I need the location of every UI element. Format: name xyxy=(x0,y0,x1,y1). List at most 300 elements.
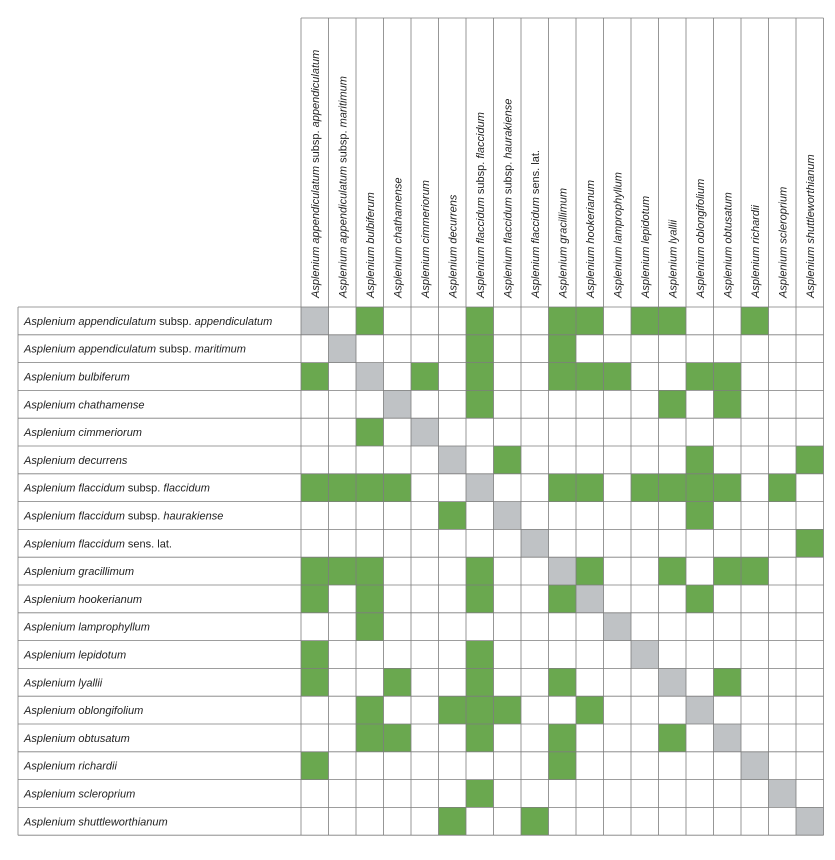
empty-cell xyxy=(411,307,439,335)
empty-cell xyxy=(411,502,439,530)
row-label: Asplenium cimmeriorum xyxy=(24,427,142,440)
present-cell xyxy=(301,668,329,696)
empty-cell xyxy=(686,307,714,335)
empty-cell xyxy=(466,446,494,474)
empty-cell xyxy=(439,390,467,418)
diagonal-cell xyxy=(301,307,329,335)
empty-cell xyxy=(686,780,714,808)
empty-cell xyxy=(604,668,632,696)
present-cell xyxy=(714,557,742,585)
empty-cell xyxy=(494,641,522,669)
empty-cell xyxy=(604,780,632,808)
empty-cell xyxy=(411,752,439,780)
empty-cell xyxy=(576,668,604,696)
empty-cell xyxy=(741,696,769,724)
empty-cell xyxy=(356,390,384,418)
empty-cell xyxy=(631,390,659,418)
empty-cell xyxy=(631,418,659,446)
empty-cell xyxy=(769,418,797,446)
empty-cell xyxy=(384,752,412,780)
empty-cell xyxy=(686,613,714,641)
empty-cell xyxy=(769,641,797,669)
empty-cell xyxy=(769,446,797,474)
column-label: Asplenium flaccidum subsp. flaccidum xyxy=(474,112,487,298)
empty-cell xyxy=(604,724,632,752)
empty-cell xyxy=(301,390,329,418)
empty-cell xyxy=(576,502,604,530)
empty-cell xyxy=(631,502,659,530)
empty-cell xyxy=(686,807,714,835)
present-cell xyxy=(466,307,494,335)
empty-cell xyxy=(769,585,797,613)
empty-cell xyxy=(494,307,522,335)
empty-cell xyxy=(411,557,439,585)
empty-cell xyxy=(329,529,357,557)
empty-cell xyxy=(494,780,522,808)
empty-cell xyxy=(466,502,494,530)
empty-cell xyxy=(604,446,632,474)
empty-cell xyxy=(741,529,769,557)
empty-cell xyxy=(301,335,329,363)
empty-cell xyxy=(411,390,439,418)
present-cell xyxy=(466,557,494,585)
empty-cell xyxy=(741,418,769,446)
empty-cell xyxy=(384,418,412,446)
present-cell xyxy=(714,390,742,418)
present-cell xyxy=(631,474,659,502)
diagonal-cell xyxy=(411,418,439,446)
empty-cell xyxy=(714,585,742,613)
column-label: Asplenium shuttleworthianum xyxy=(804,154,817,298)
present-cell xyxy=(439,696,467,724)
empty-cell xyxy=(714,613,742,641)
column-label: Asplenium appendiculatum subsp. maritimum xyxy=(337,76,350,298)
present-cell xyxy=(301,557,329,585)
empty-cell xyxy=(439,613,467,641)
diagonal-cell xyxy=(356,363,384,391)
diagonal-cell xyxy=(439,446,467,474)
row-label: Asplenium shuttleworthianum xyxy=(24,816,168,829)
empty-cell xyxy=(411,724,439,752)
empty-cell xyxy=(411,585,439,613)
empty-cell xyxy=(439,780,467,808)
empty-cell xyxy=(659,807,687,835)
empty-cell xyxy=(411,613,439,641)
diagonal-cell xyxy=(549,557,577,585)
diagonal-cell xyxy=(384,390,412,418)
empty-cell xyxy=(384,585,412,613)
empty-cell xyxy=(411,807,439,835)
empty-cell xyxy=(686,418,714,446)
empty-cell xyxy=(796,585,824,613)
present-cell xyxy=(549,335,577,363)
empty-cell xyxy=(659,446,687,474)
empty-cell xyxy=(521,446,549,474)
empty-cell xyxy=(686,390,714,418)
empty-cell xyxy=(301,613,329,641)
empty-cell xyxy=(521,418,549,446)
empty-cell xyxy=(329,780,357,808)
empty-cell xyxy=(576,641,604,669)
empty-cell xyxy=(384,696,412,724)
empty-cell xyxy=(714,418,742,446)
row-label: Asplenium scleroprium xyxy=(24,788,136,801)
empty-cell xyxy=(549,418,577,446)
column-label: Asplenium cimmeriorum xyxy=(419,180,432,298)
diagonal-cell xyxy=(741,752,769,780)
empty-cell xyxy=(631,529,659,557)
column-label: Asplenium lepidotum xyxy=(639,195,652,298)
empty-cell xyxy=(604,335,632,363)
diagonal-cell xyxy=(466,474,494,502)
empty-cell xyxy=(411,529,439,557)
empty-cell xyxy=(384,307,412,335)
row-label: Asplenium lyallii xyxy=(24,677,103,690)
empty-cell xyxy=(796,363,824,391)
empty-cell xyxy=(576,390,604,418)
present-cell xyxy=(439,807,467,835)
empty-cell xyxy=(576,335,604,363)
present-cell xyxy=(741,307,769,335)
empty-cell xyxy=(411,446,439,474)
column-label: Asplenium obtusatum xyxy=(722,192,735,298)
empty-cell xyxy=(604,585,632,613)
present-cell xyxy=(411,363,439,391)
present-cell xyxy=(466,696,494,724)
present-cell xyxy=(356,307,384,335)
empty-cell xyxy=(521,307,549,335)
empty-cell xyxy=(411,474,439,502)
empty-cell xyxy=(769,696,797,724)
empty-cell xyxy=(439,585,467,613)
empty-cell xyxy=(659,363,687,391)
diagonal-cell xyxy=(576,585,604,613)
row-label: Asplenium richardii xyxy=(24,760,117,773)
present-cell xyxy=(329,474,357,502)
empty-cell xyxy=(329,418,357,446)
empty-cell xyxy=(714,335,742,363)
empty-cell xyxy=(769,668,797,696)
empty-cell xyxy=(521,363,549,391)
empty-cell xyxy=(576,613,604,641)
empty-cell xyxy=(301,529,329,557)
empty-cell xyxy=(494,807,522,835)
present-cell xyxy=(576,557,604,585)
empty-cell xyxy=(494,529,522,557)
row-label: Asplenium appendiculatum subsp. appendiculatum xyxy=(24,315,273,328)
empty-cell xyxy=(439,418,467,446)
empty-cell xyxy=(659,613,687,641)
empty-cell xyxy=(356,807,384,835)
empty-cell xyxy=(411,641,439,669)
empty-cell xyxy=(659,696,687,724)
empty-cell xyxy=(604,474,632,502)
empty-cell xyxy=(714,307,742,335)
empty-cell xyxy=(549,696,577,724)
present-cell xyxy=(686,502,714,530)
empty-cell xyxy=(521,780,549,808)
empty-cell xyxy=(769,502,797,530)
empty-cell xyxy=(631,807,659,835)
empty-cell xyxy=(659,780,687,808)
present-cell xyxy=(384,724,412,752)
empty-cell xyxy=(356,780,384,808)
empty-cell xyxy=(301,502,329,530)
empty-cell xyxy=(494,585,522,613)
empty-cell xyxy=(604,390,632,418)
present-cell xyxy=(356,418,384,446)
empty-cell xyxy=(769,335,797,363)
empty-cell xyxy=(494,557,522,585)
empty-cell xyxy=(494,418,522,446)
diagonal-cell xyxy=(659,668,687,696)
empty-cell xyxy=(439,307,467,335)
empty-cell xyxy=(329,390,357,418)
empty-cell xyxy=(494,613,522,641)
empty-cell xyxy=(741,807,769,835)
present-cell xyxy=(686,446,714,474)
present-cell xyxy=(659,724,687,752)
present-cell xyxy=(384,668,412,696)
empty-cell xyxy=(439,668,467,696)
empty-cell xyxy=(439,529,467,557)
empty-cell xyxy=(631,668,659,696)
empty-cell xyxy=(631,363,659,391)
empty-cell xyxy=(439,752,467,780)
present-cell xyxy=(466,724,494,752)
empty-cell xyxy=(604,557,632,585)
empty-cell xyxy=(741,641,769,669)
empty-cell xyxy=(329,724,357,752)
empty-cell xyxy=(604,807,632,835)
empty-cell xyxy=(439,557,467,585)
present-cell xyxy=(356,557,384,585)
empty-cell xyxy=(521,390,549,418)
present-cell xyxy=(796,446,824,474)
column-label: Asplenium oblongifolium xyxy=(694,178,707,298)
empty-cell xyxy=(604,307,632,335)
empty-cell xyxy=(604,696,632,724)
present-cell xyxy=(494,446,522,474)
empty-cell xyxy=(796,335,824,363)
present-cell xyxy=(549,474,577,502)
empty-cell xyxy=(741,585,769,613)
present-cell xyxy=(466,641,494,669)
empty-cell xyxy=(714,529,742,557)
empty-cell xyxy=(796,696,824,724)
empty-cell xyxy=(714,752,742,780)
empty-cell xyxy=(521,724,549,752)
diagonal-cell xyxy=(521,529,549,557)
empty-cell xyxy=(466,529,494,557)
empty-cell xyxy=(521,668,549,696)
column-label: Asplenium decurrens xyxy=(447,194,460,298)
empty-cell xyxy=(466,418,494,446)
empty-cell xyxy=(329,585,357,613)
empty-cell xyxy=(576,807,604,835)
row-label: Asplenium gracillimum xyxy=(24,566,135,579)
empty-cell xyxy=(576,724,604,752)
empty-cell xyxy=(659,752,687,780)
present-cell xyxy=(659,474,687,502)
empty-cell xyxy=(466,613,494,641)
empty-cell xyxy=(301,724,329,752)
empty-cell xyxy=(494,668,522,696)
column-label: Asplenium chathamense xyxy=(392,177,405,298)
present-cell xyxy=(301,752,329,780)
empty-cell xyxy=(549,613,577,641)
empty-cell xyxy=(714,446,742,474)
present-cell xyxy=(356,613,384,641)
empty-cell xyxy=(549,529,577,557)
empty-cell xyxy=(796,557,824,585)
empty-cell xyxy=(411,335,439,363)
empty-cell xyxy=(329,807,357,835)
empty-cell xyxy=(741,335,769,363)
empty-cell xyxy=(686,752,714,780)
empty-cell xyxy=(769,529,797,557)
empty-cell xyxy=(769,307,797,335)
empty-cell xyxy=(796,780,824,808)
present-cell xyxy=(384,474,412,502)
empty-cell xyxy=(494,335,522,363)
empty-cell xyxy=(741,446,769,474)
column-label: Asplenium bulbiferum xyxy=(364,192,377,298)
empty-cell xyxy=(604,529,632,557)
present-cell xyxy=(576,474,604,502)
column-label: Asplenium flaccidum subsp. haurakiense xyxy=(502,98,515,298)
empty-cell xyxy=(521,696,549,724)
empty-cell xyxy=(741,668,769,696)
empty-cell xyxy=(769,613,797,641)
present-cell xyxy=(466,390,494,418)
empty-cell xyxy=(604,641,632,669)
empty-cell xyxy=(769,724,797,752)
empty-cell xyxy=(659,502,687,530)
empty-cell xyxy=(714,780,742,808)
empty-cell xyxy=(604,418,632,446)
empty-cell xyxy=(329,613,357,641)
empty-cell xyxy=(714,502,742,530)
present-cell xyxy=(576,363,604,391)
present-cell xyxy=(466,335,494,363)
empty-cell xyxy=(466,752,494,780)
empty-cell xyxy=(796,390,824,418)
empty-cell xyxy=(411,668,439,696)
empty-cell xyxy=(494,474,522,502)
row-label: Asplenium decurrens xyxy=(24,454,128,467)
empty-cell xyxy=(769,390,797,418)
column-label: Asplenium richardii xyxy=(749,205,762,298)
empty-cell xyxy=(329,446,357,474)
empty-cell xyxy=(439,335,467,363)
empty-cell xyxy=(741,780,769,808)
empty-cell xyxy=(796,752,824,780)
empty-cell xyxy=(631,752,659,780)
empty-cell xyxy=(659,529,687,557)
empty-cell xyxy=(631,613,659,641)
present-cell xyxy=(466,668,494,696)
empty-cell xyxy=(796,641,824,669)
empty-cell xyxy=(686,557,714,585)
present-cell xyxy=(549,363,577,391)
empty-cell xyxy=(659,335,687,363)
present-cell xyxy=(301,585,329,613)
empty-cell xyxy=(356,668,384,696)
present-cell xyxy=(741,557,769,585)
present-cell xyxy=(439,502,467,530)
present-cell xyxy=(714,474,742,502)
empty-cell xyxy=(714,807,742,835)
present-cell xyxy=(466,363,494,391)
empty-cell xyxy=(384,557,412,585)
row-label: Asplenium bulbiferum xyxy=(24,371,130,384)
present-cell xyxy=(329,557,357,585)
empty-cell xyxy=(549,502,577,530)
present-cell xyxy=(356,724,384,752)
empty-cell xyxy=(714,696,742,724)
empty-cell xyxy=(494,390,522,418)
present-cell xyxy=(714,668,742,696)
empty-cell xyxy=(301,780,329,808)
present-cell xyxy=(659,307,687,335)
diagonal-cell xyxy=(604,613,632,641)
empty-cell xyxy=(796,307,824,335)
empty-cell xyxy=(741,724,769,752)
column-label: Asplenium appendiculatum subsp. appendiculatum xyxy=(309,49,322,298)
empty-cell xyxy=(439,641,467,669)
empty-cell xyxy=(494,752,522,780)
empty-cell xyxy=(301,446,329,474)
row-label: Asplenium hookerianum xyxy=(24,593,143,606)
present-cell xyxy=(301,474,329,502)
present-cell xyxy=(686,585,714,613)
empty-cell xyxy=(356,641,384,669)
column-label: Asplenium lamprophyllum xyxy=(612,172,625,298)
empty-cell xyxy=(384,363,412,391)
present-cell xyxy=(604,363,632,391)
diagonal-cell xyxy=(494,502,522,530)
present-cell xyxy=(466,780,494,808)
empty-cell xyxy=(631,335,659,363)
empty-cell xyxy=(741,474,769,502)
diagonal-cell xyxy=(714,724,742,752)
present-cell xyxy=(659,557,687,585)
empty-cell xyxy=(631,724,659,752)
empty-cell xyxy=(741,363,769,391)
empty-cell xyxy=(411,780,439,808)
row-label: Asplenium lamprophyllum xyxy=(24,621,150,634)
empty-cell xyxy=(301,807,329,835)
empty-cell xyxy=(301,418,329,446)
present-cell xyxy=(659,390,687,418)
empty-cell xyxy=(384,780,412,808)
empty-cell xyxy=(796,668,824,696)
present-cell xyxy=(549,724,577,752)
row-label: Asplenium flaccidum subsp. haurakiense xyxy=(24,510,224,523)
empty-cell xyxy=(521,613,549,641)
empty-cell xyxy=(741,390,769,418)
empty-cell xyxy=(576,446,604,474)
row-label: Asplenium chathamense xyxy=(24,399,145,412)
empty-cell xyxy=(604,752,632,780)
empty-cell xyxy=(769,807,797,835)
empty-cell xyxy=(796,418,824,446)
diagonal-cell xyxy=(769,780,797,808)
empty-cell xyxy=(301,696,329,724)
column-label: Asplenium flaccidum sens. lat. xyxy=(529,150,542,298)
row-label: Asplenium flaccidum subsp. flaccidum xyxy=(24,482,210,495)
